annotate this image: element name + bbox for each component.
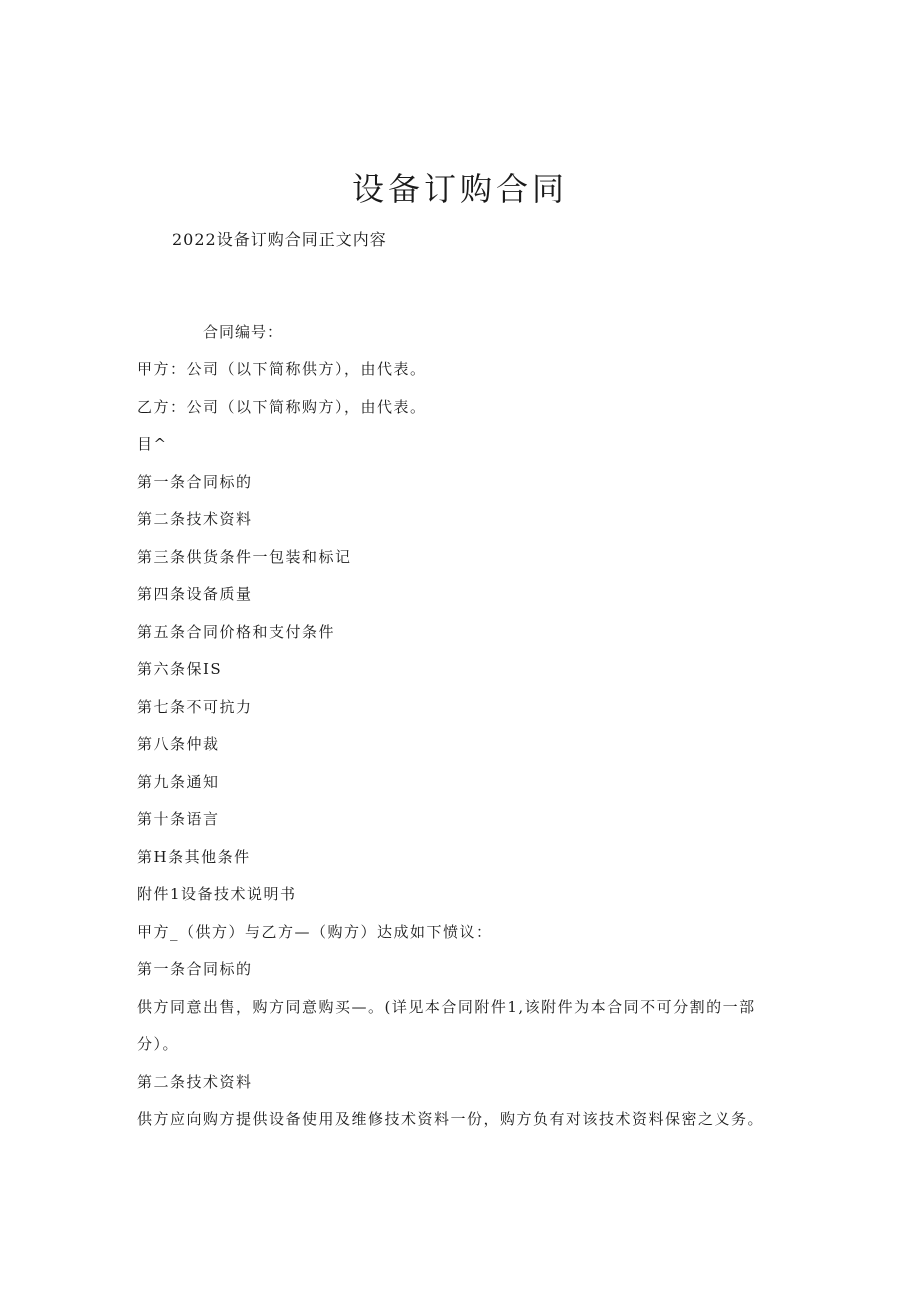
body-line: 第H条其他条件 <box>137 847 251 866</box>
body-line: 第九条通知 <box>137 772 220 791</box>
document-body <box>137 358 797 1146</box>
body-line: 第二条技术资料 <box>137 510 253 528</box>
body-line: 第五条合同价格和支付条件 <box>137 622 336 641</box>
body-line: 第二条技术资料 <box>137 1072 253 1091</box>
body-line: 第八条仲裁 <box>137 735 220 753</box>
body-line: 甲方_（供方）与乙方—（购方）达成如下愤议： <box>137 922 493 941</box>
body-line: 目^ <box>137 435 168 453</box>
body-line: 第七条不可抗力 <box>137 697 253 716</box>
body-line: 第三条供货条件一包装和标记 <box>137 547 352 566</box>
body-line: 供方应向购方提供设备使用及维修技术资料一份，购方负有对该技术资料保密之义务。 <box>137 1110 765 1128</box>
body-line: 第一条合同标的 <box>137 472 253 491</box>
document-subtitle: 2022设备订购合同正文内容 <box>172 230 387 249</box>
body-line: 第十条语言 <box>137 810 220 828</box>
body-line: 供方同意出售，购方同意购买—。(详见本合同附件1,该附件为本合同不可分割的一部 <box>137 997 756 1016</box>
body-line: 乙方：公司（以下简称购方），由代表。 <box>137 397 427 416</box>
document-title: 设备订购合同 <box>351 170 568 209</box>
body-line: 甲方：公司（以下简称供方），由代表。 <box>137 360 427 378</box>
body-line: 第四条设备质量 <box>137 585 253 603</box>
body-line: 第六条保IS <box>137 660 223 678</box>
body-line: 第一条合同标的 <box>137 960 253 978</box>
body-line: 分）。 <box>137 1035 180 1053</box>
contract-number-label: 合同编号： <box>203 323 284 341</box>
body-line: 附件1设备技术说明书 <box>137 885 297 903</box>
